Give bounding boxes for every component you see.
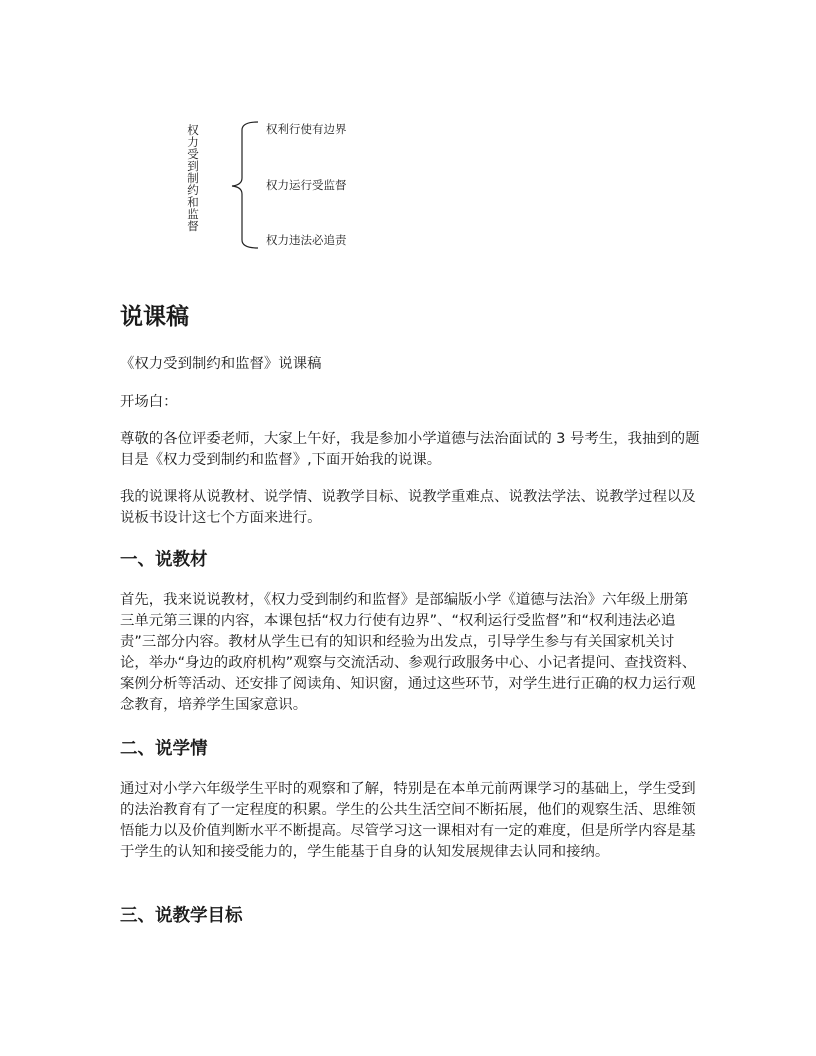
diagram-branch-3: 权力违法必追责 [266,233,347,247]
section-2-text: 通过对小学六年级学生平时的观察和了解，特别是在本单元前两课学习的基础上，学生受到的法治教育有了一定程度的积累。学生的公共生活空间不断拓展，他们的观察生活、思维领悟能力以及价值判断水平不断提高。尽管学习这一课相对有一定的难度，但是所学内容是基于学生的认知和接受能力的，学生能基于自身的认知发展规律去认同和接纳。 [120,781,696,860]
page-title: 说课稿 [120,304,189,330]
diagram-branch-1: 权利行使有边界 [266,122,347,136]
section-1-title: 一、说教材 [120,550,208,570]
opening-label: 开场白： [120,394,178,410]
subtitle: 《权力受到制约和监督》说课稿 [120,356,322,372]
diagram-branch-2: 权力运行受监督 [266,178,347,192]
overview-text: 我的说课将从说教材、说学情、说教学目标、说教学重难点、说教法学法、说教学过程以及说板书设计这七个方面来进行。 [120,489,696,526]
opening-text: 尊敬的各位评委老师，大家上午好，我是参加小学道德与法治面试的 3 号考生，我抽到的题目是《权力受到制约和监督》,下面开始我的说课。 [120,431,700,468]
diagram-title: 权力受到制约和监督 [186,124,200,232]
section-1-text: 首先，我来说说教材，《权力受到制约和监督》是部编版小学《道德与法治》六年级上册第三单元第三课的内容，本课包括“权力行使有边界”、“权利运行受监督”和“权利违法必追责”三部分内容。教材从学生已有的知识和经验为出发点，引导学生参与有关国家机关讨论，举办“身边的政府机构”观察与交流活动、参观行政服务中心、小记者提问、查找资料、案例分析等活动、还安排了阅读角、知识窗，通过这些环节，对学生进行正确的权力运行观念教育，培养学生国家意识。 [120,592,697,713]
section-2-title: 二、说学情 [120,739,208,759]
section-3-title: 三、说教学目标 [120,906,243,926]
